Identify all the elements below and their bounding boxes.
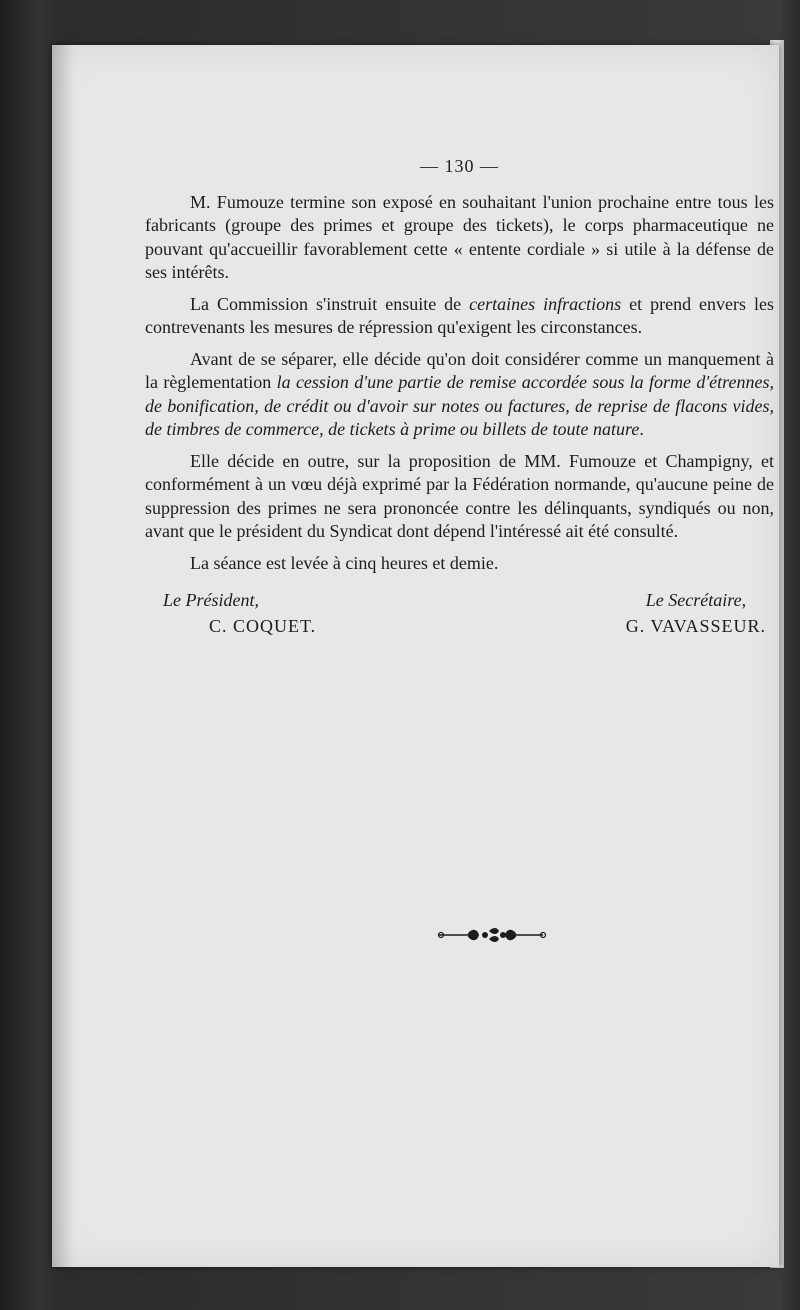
signature-president bbox=[163, 589, 316, 638]
paragraph-seance: La séance est levée à cinq heures et demie. bbox=[190, 552, 499, 573]
president-title: Le Président, bbox=[163, 590, 259, 610]
paragraph-commission-end: et prend envers les contrevenants les mesures de répression qu'exigent les circonstances. bbox=[145, 293, 775, 337]
paragraph-commission-italic: certaines infractions bbox=[469, 293, 622, 314]
paragraph-reglementation-start: Avant de se séparer, elle décide qu'on doit considérer comme un manquement à la règlementation bbox=[145, 348, 774, 392]
paragraph-reglementation-italic: la cession d'une partie de remise accordée sous la forme d'étrennes, de bonification, de crédit ou d'avoir sur notes ou factures, de reprise de flacons vides, de timbres de commerce, de tickets à prime ou billets de toute nature bbox=[145, 372, 774, 439]
page-number: — 130 — bbox=[420, 156, 499, 176]
secretaire-title: Le Secrétaire, bbox=[645, 590, 747, 610]
paragraph-decision: Elle décide en outre, sur la proposition de MM. Fumouze et Champigny, et conformément à un vœu déjà exprimé par la Fédération normande, qu'aucune peine de suppression des primes ne sera prononcée contre les délinquants, syndiqués ou non, avant que le président du Syndicat dont dépend l'intéressé ait été consulté. bbox=[145, 450, 774, 541]
signature-secretaire bbox=[625, 589, 766, 638]
paragraph-fumouze: M. Fumouze termine son exposé en souhaitant l'union prochaine entre tous les fabricants (groupe des primes et groupe des tickets), le corps pharmaceutique ne pouvant qu'accueillir favorablement cette « entente cordiale » si utile à la défense de ses intérêts. bbox=[145, 191, 774, 282]
signatures bbox=[145, 589, 774, 638]
paragraph-commission-start: La Commission s'instruit ensuite de bbox=[190, 293, 470, 314]
fleuron-ornament-icon bbox=[437, 925, 547, 945]
paragraph-reglementation-end: . bbox=[639, 419, 644, 439]
spine-shadow bbox=[52, 45, 74, 1267]
paragraph-reglementation bbox=[145, 348, 774, 442]
page-content bbox=[145, 155, 774, 638]
secretaire-name: G. VAVASSEUR. bbox=[625, 615, 766, 636]
president-name: C. COQUET. bbox=[209, 615, 317, 636]
book-page bbox=[52, 45, 779, 1267]
paragraph-commission bbox=[145, 293, 774, 340]
